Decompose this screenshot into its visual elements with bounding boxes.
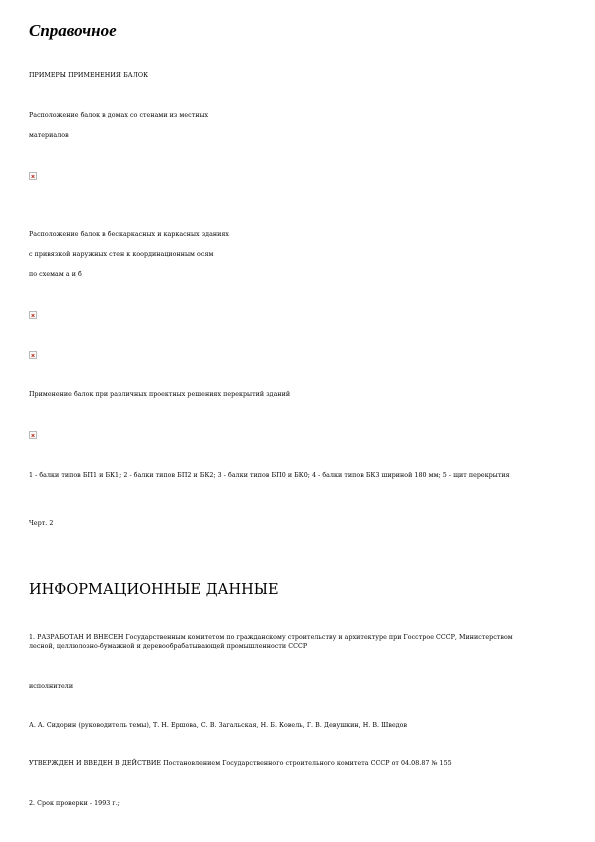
info-item-1: 1. РАЗРАБОТАН И ВНЕСЕН Государственным комитетом по гражданскому строительству и архитектуре при Госстрое СССР, Министерством лесной, целлюлозно-бумажной и деревообрабатывающей промышленности СССР: [29, 634, 513, 650]
developers-label: исполнители: [29, 683, 74, 690]
section3-line1: Применение балок при различных проектных решениях перекрытий зданий: [29, 391, 291, 398]
section2-line2: с привязкой наружных стен к координационным осям: [29, 251, 214, 258]
figure-caption: Черт. 2: [29, 520, 54, 527]
figure-legend: 1 - балки типов БП1 и БК1; 2 - балки типов БП2 и БК2; 3 - балки типов БП0 и БК0; 4 - балки типов БК3 шириной 180 мм; 5 - щит перекрытия: [29, 472, 510, 479]
approval-statement: УТВЕРЖДЕН И ВВЕДЕН В ДЕЙСТВИЕ Постановлением Государственного строительного комитета СССР от 04.08.87 № 155: [29, 760, 452, 767]
info-item-2: 2. Срок проверки - 1993 г.;: [29, 800, 120, 807]
appendix-title: ПРИМЕРЫ ПРИМЕНЕНИЯ БАЛОК: [29, 72, 149, 79]
broken-image-icon: [29, 351, 37, 359]
appendix-heading: Справочное: [29, 21, 117, 40]
broken-image-icon: [29, 431, 37, 439]
section1-line1: Расположение балок в домах со стенами из местных: [29, 112, 209, 119]
broken-image-icon: [29, 172, 37, 180]
section2-line1: Расположение балок в бескаркасных и каркасных зданиях: [29, 231, 230, 238]
info-heading: ИНФОРМАЦИОННЫЕ ДАННЫЕ: [29, 582, 279, 598]
broken-image-icon: [29, 311, 37, 319]
section2-line3: по схемам а и б: [29, 271, 82, 278]
section1-line2: материалов: [29, 132, 69, 139]
developers-list: А. А. Сидорин (руководитель темы), Т. Н. Ершова, С. В. Загальская, Н. Б. Ковель, Г. В. Девушкин, Н. В. Шведов: [29, 722, 408, 729]
